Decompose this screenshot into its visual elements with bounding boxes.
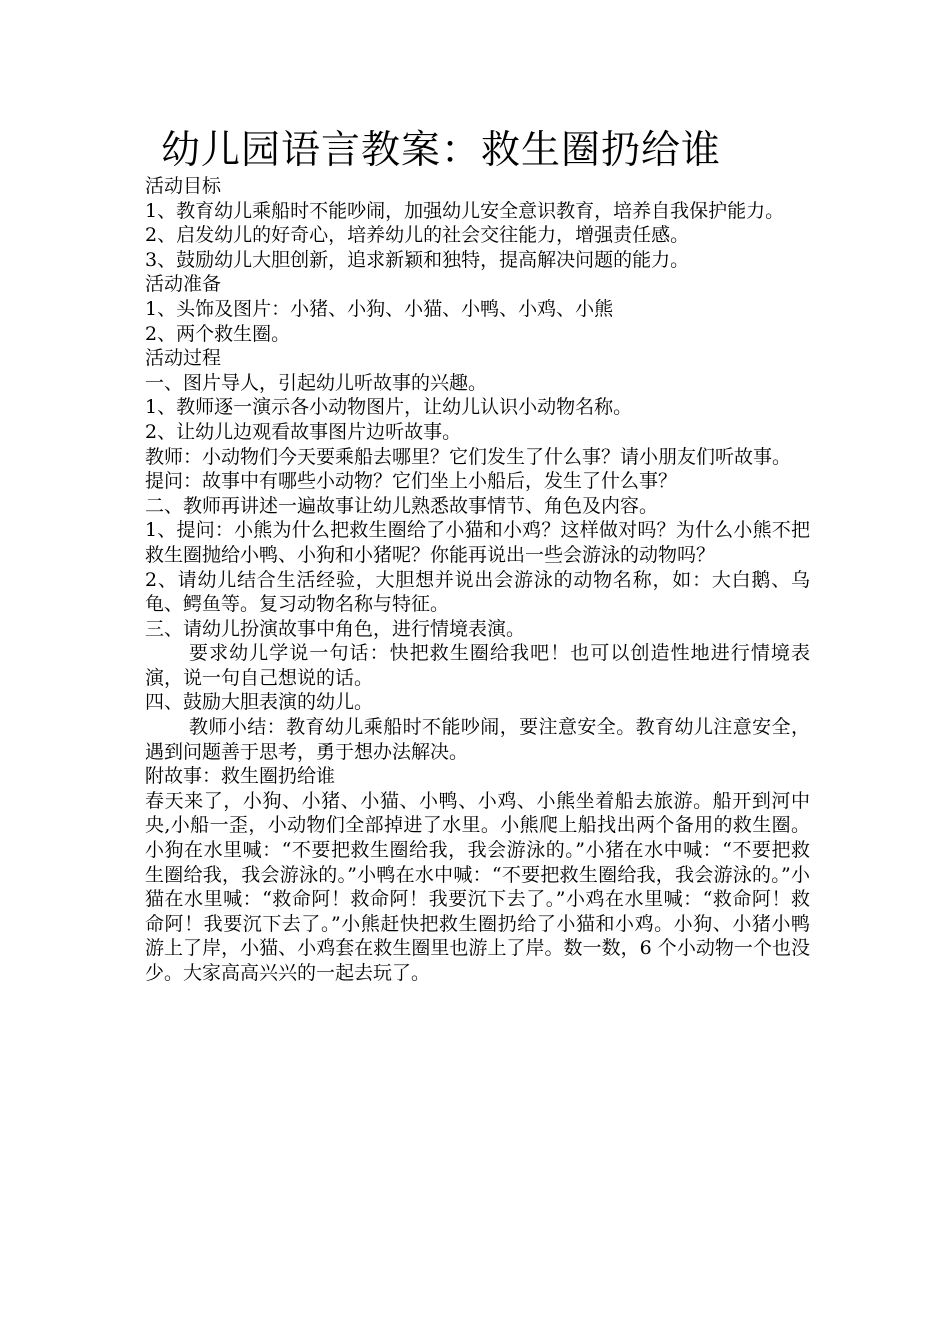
process-step-1: 一、图片导人，引起幼儿听故事的兴趣。 xyxy=(145,371,488,394)
process-step-4: 四、鼓励大胆表演的幼儿。 xyxy=(145,691,374,714)
question-prompt: 提问：故事中有哪些小动物？它们坐上小船后，发生了什么事？ xyxy=(145,470,678,493)
teacher-prompt: 教师：小动物们今天要乘船去哪里？它们发生了什么事？请小朋友们听故事。 xyxy=(145,445,792,468)
document-page xyxy=(145,128,810,986)
process-substep-2-1: 1、提问：小熊为什么把救生圈给了小猫和小鸡？这样做对吗？为什么小熊不把救生圈抛给小鸭、小狗和小猪呢？你能再说出一些会游泳的动物吗？ xyxy=(145,519,810,566)
goal-item-3: 3、鼓励幼儿大胆创新，追求新颖和独特，提高解决问题的能力。 xyxy=(145,248,690,271)
goal-item-2: 2、启发幼儿的好奇心，培养幼儿的社会交往能力，增强责任感。 xyxy=(145,224,690,247)
preparation-item-1: 1、头饰及图片：小猪、小狗、小猫、小鸭、小鸡、小熊 xyxy=(145,297,614,320)
appendix-story-heading: 附故事：救生圈扔给谁 xyxy=(145,765,336,788)
process-step-2: 二、教师再讲述一遍故事让幼儿熟悉故事情节、角色及内容。 xyxy=(145,494,659,517)
document-title: 幼儿园语言教案：救生圈扔给谁 xyxy=(161,128,722,173)
appendix-story-text: 春天来了，小狗、小猪、小猫、小鸭、小鸡、小熊坐着船去旅游。船开到河中央,小船一歪，小动物们全部掉进了水里。小熊爬上船找出两个备用的救生圈。小狗在水里喊：“不要把救生圈给我，我会游泳的。”小猪在水中喊：“不要把救生圈给我，我会游泳的。”小鸭在水中喊：“不要把救生圈给我，我会游泳的。”小猫在水里喊：“救命阿！救命阿！我要沉下去了。”小鸡在水里喊：“救命阿！救命阿！我要沉下去了。”小熊赶快把救生圈扔给了小猫和小鸡。小狗、小猪小鸭游上了岸，小猫、小鸡套在救生圈里也游上了岸。数一数，6 个小动物一个也没少。大家高高兴兴的一起去玩了。 xyxy=(145,789,810,984)
process-substep-1-2: 2、让幼儿边观看故事图片边听故事。 xyxy=(145,420,462,443)
teacher-summary: 教师小结：教育幼儿乘船时不能吵闹，要注意安全。教育幼儿注意安全，遇到问题善于思考，勇于想办法解决。 xyxy=(145,716,810,763)
process-substep-2-2: 2、请幼儿结合生活经验，大胆想并说出会游泳的动物名称，如：大白鹅、乌龟、鳄鱼等。复习动物名称与特征。 xyxy=(145,568,810,616)
goal-item-1: 1、教育幼儿乘船时不能吵闹，加强幼儿安全意识教育，培养自我保护能力。 xyxy=(145,199,785,222)
process-substep-1-1: 1、教师逐一演示各小动物图片，让幼儿认识小动物名称。 xyxy=(145,396,633,419)
section-heading-process: 活动过程 xyxy=(145,347,222,370)
process-step-3: 三、请幼儿扮演故事中角色，进行情境表演。 xyxy=(145,617,526,640)
section-heading-preparation: 活动准备 xyxy=(145,273,222,296)
preparation-item-2: 2、两个救生圈。 xyxy=(145,322,291,345)
roleplay-requirement: 要求幼儿学说一句话：快把救生圈给我吧！也可以创造性地进行情境表演，说一句自己想说的话。 xyxy=(145,642,810,689)
section-heading-goals: 活动目标 xyxy=(145,175,222,197)
